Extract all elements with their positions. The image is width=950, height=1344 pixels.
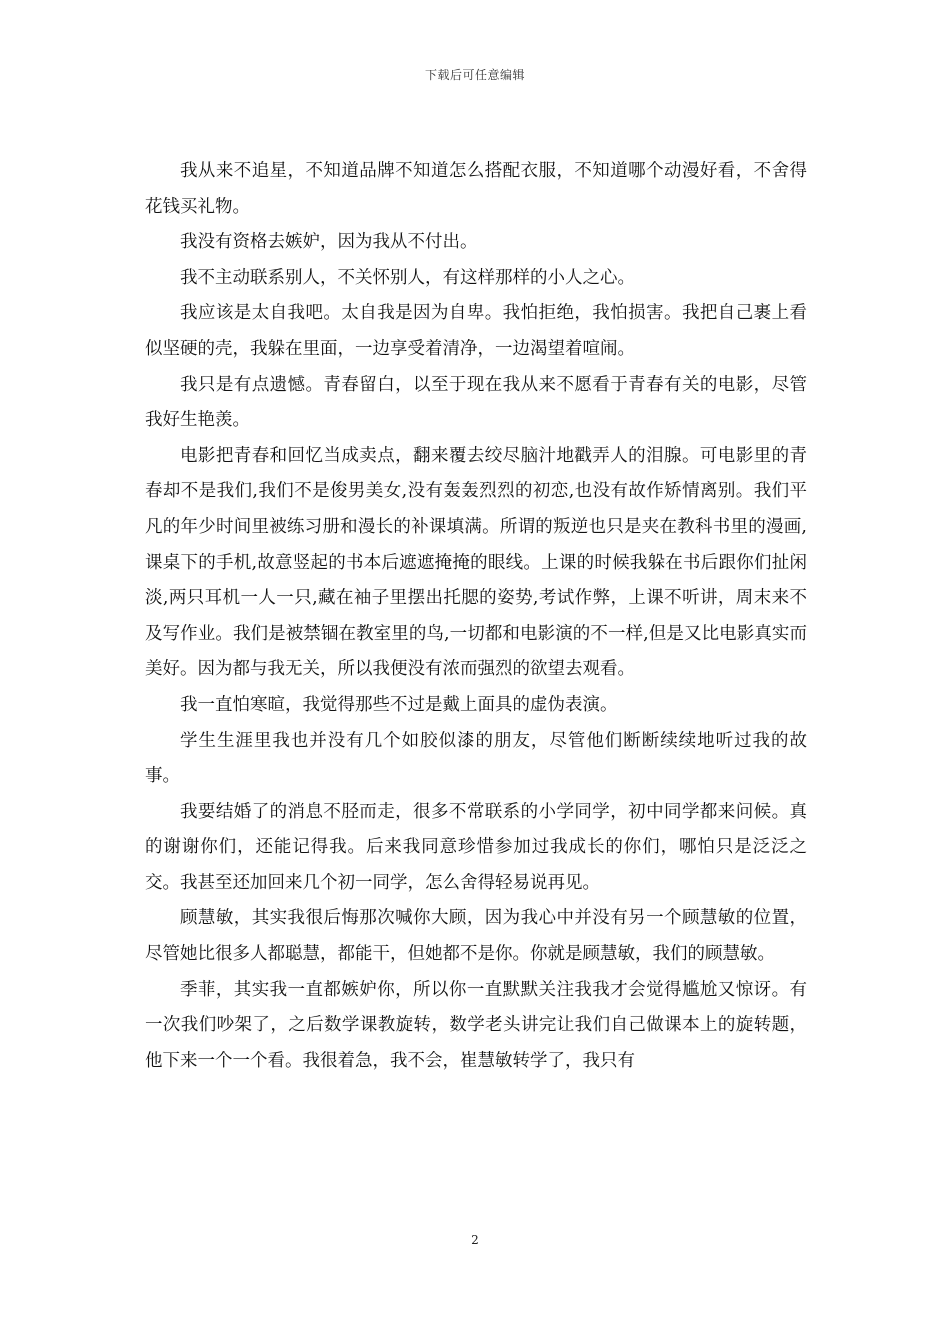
paragraph: 我要结婚了的消息不胫而走，很多不常联系的小学同学，初中同学都来问候。真的谢谢你们，还能记得我。后来我同意珍惜参加过我成长的你们，哪怕只是泛泛之交。我甚至还加回来几个初一同学，怎么舍得轻易说再见。 xyxy=(145,801,807,893)
paragraph: 我只是有点遗憾。青春留白，以至于现在我从来不愿看于青春有关的电影，尽管我好生艳羡。 xyxy=(145,374,807,431)
paragraph: 电影把青春和回忆当成卖点，翻来覆去绞尽脑汁地戳弄人的泪腺。可电影里的青春却不是我们,我们不是俊男美女,没有轰轰烈烈的初恋,也没有故作矫情离别。我们平凡的年少时间里被练习册和漫长的补课填满。所谓的叛逆也只是夹在教科书里的漫画,课桌下的手机,故意竖起的书本后遮遮掩掩的眼线。上课的时候我躲在书后跟你们扯闲淡,两只耳机一人一只,藏在袖子里摆出托腮的姿势,考试作弊，上课不听讲，周末来不及写作业。我们是被禁锢在教室里的鸟,一切都和电影演的不一样,但是又比电影真实而美好。因为都与我无关，所以我便没有浓而强烈的欲望去观看。 xyxy=(145,445,807,680)
paragraph: 我应该是太自我吧。太自我是因为自卑。我怕拒绝，我怕损害。我把自己裹上看似坚硬的壳，我躲在里面，一边享受着清净，一边渴望着喧闹。 xyxy=(145,303,807,359)
header-note: 下载后可任意编辑 xyxy=(424,68,525,82)
document-body xyxy=(145,154,807,1079)
paragraph: 我不主动联系别人，不关怀别人，有这样那样的小人之心。 xyxy=(180,267,635,288)
page-number: 2 xyxy=(471,1233,479,1247)
paragraph: 季菲，其实我一直都嫉妒你，所以你一直默默关注我我才会觉得尴尬又惊讶。有一次我们吵架了，之后数学课教旋转，数学老头讲完让我们自己做课本上的旋转题，他下来一个一个看。我很着急，我不会，崔慧敏转学了，我只有 xyxy=(145,979,807,1071)
paragraph: 我没有资格去嫉妒，因为我从不付出。 xyxy=(180,232,478,253)
paragraph: 我一直怕寒暄，我觉得那些不过是戴上面具的虚伪表演。 xyxy=(180,694,618,715)
paragraph: 我从来不追星，不知道品牌不知道怎么搭配衣服，不知道哪个动漫好看，不舍得花钱买礼物。 xyxy=(145,161,807,217)
paragraph: 顾慧敏，其实我很后悔那次喊你大顾，因为我心中并没有另一个顾慧敏的位置，尽管她比很多人都聪慧，都能干，但她都不是你。你就是顾慧敏，我们的顾慧敏。 xyxy=(145,908,807,965)
paragraph: 学生生涯里我也并没有几个如胶似漆的朋友，尽管他们断断续续地听过我的故事。 xyxy=(145,730,807,787)
